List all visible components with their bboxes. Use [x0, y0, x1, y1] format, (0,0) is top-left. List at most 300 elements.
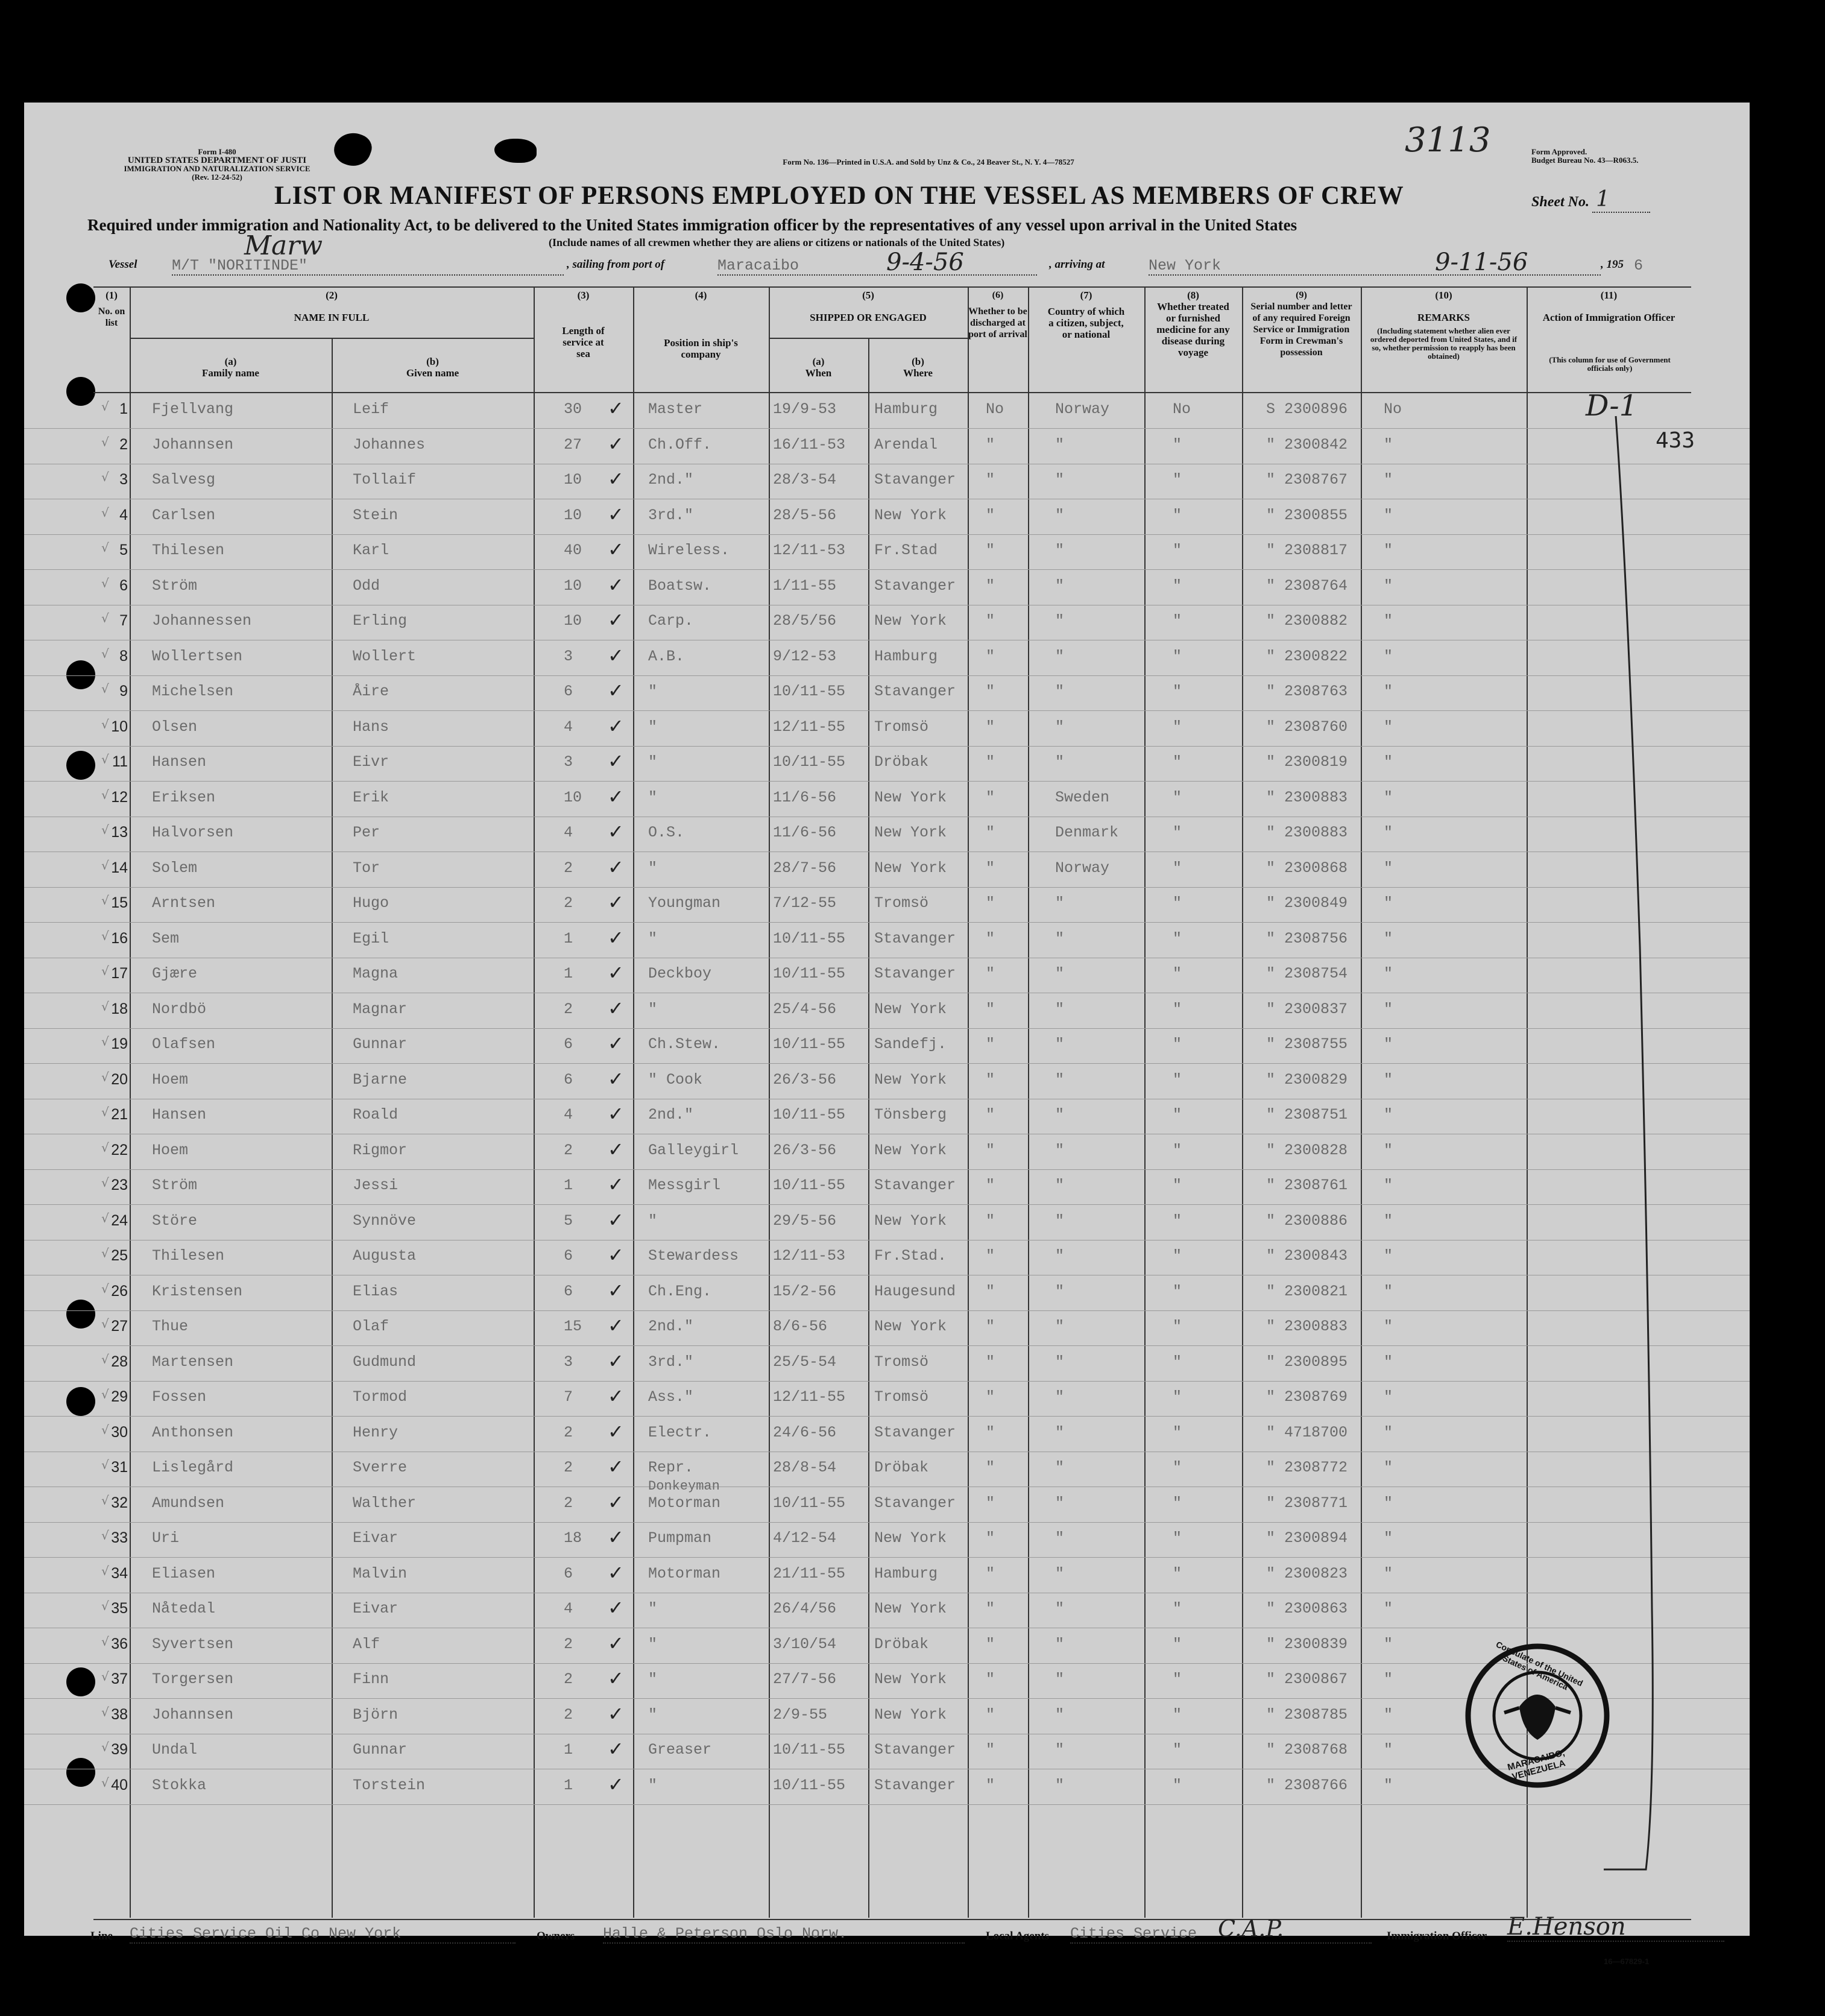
country-cell: " — [1055, 1318, 1065, 1335]
margin-check-icon: √ — [101, 1175, 109, 1190]
shipped-when-cell: 12/11-53 — [773, 1247, 846, 1265]
margin-check-icon: √ — [101, 787, 109, 802]
owners-value: Halle & Peterson Oslo Norw. — [603, 1925, 965, 1944]
sailing-label: , sailing from port of — [567, 258, 665, 271]
serial-cell: " 2300849 — [1266, 894, 1348, 912]
row-number: 24 — [111, 1212, 128, 1229]
service-check-icon: ✓ — [608, 1102, 624, 1125]
service-check-icon: ✓ — [608, 926, 624, 949]
position-annotation: Donkeyman — [648, 1478, 720, 1494]
serial-cell: " 2308772 — [1266, 1459, 1348, 1476]
given-name-cell: Jessi — [353, 1177, 399, 1194]
service: IMMIGRATION AND NATURALIZATION SERVICE — [124, 164, 310, 173]
col11-num: (11) — [1600, 289, 1618, 301]
discharged-cell: " — [986, 1423, 995, 1441]
service-check-icon: ✓ — [608, 1067, 624, 1090]
shipped-when-cell: 11/6-56 — [773, 788, 837, 806]
discharged-cell: " — [986, 1388, 995, 1406]
discharged-cell: " — [986, 1247, 995, 1265]
margin-check-icon: √ — [101, 752, 109, 766]
shipped-where-cell: Arendal — [874, 435, 938, 453]
country-cell: Norway — [1055, 859, 1110, 877]
discharged-cell: " — [986, 1670, 995, 1688]
crew-row — [24, 887, 1750, 923]
discharged-cell: " — [986, 1600, 995, 1617]
given-name-cell: Wollert — [353, 647, 417, 665]
crew-row — [24, 993, 1750, 1029]
include-note: (Include names of all crewmen whether they are aliens or citizens or nationals of the United States) — [549, 236, 1005, 248]
shipped-where-cell: New York — [874, 612, 947, 630]
country-cell: " — [1055, 1423, 1065, 1441]
row-number: 16 — [111, 929, 128, 947]
margin-check-icon: √ — [101, 964, 109, 978]
country-cell: " — [1055, 1141, 1065, 1159]
position-cell: Electr. — [648, 1423, 712, 1441]
shipped-when-cell: 10/11-55 — [773, 965, 846, 982]
remarks-cell: " — [1384, 542, 1393, 559]
margin-check-icon: √ — [101, 1210, 109, 1225]
position-cell: Galleygirl — [648, 1141, 739, 1159]
shipped-where-cell: Sandefj. — [874, 1035, 947, 1053]
country-cell: " — [1055, 1106, 1065, 1123]
shipped-where-cell: New York — [874, 1529, 947, 1547]
row-number: 10 — [111, 718, 128, 735]
seal-bottom-text: MARACAIBO, VENEZUELA — [1506, 1747, 1567, 1783]
serial-cell: " 2300867 — [1266, 1670, 1348, 1688]
country-cell: " — [1055, 647, 1065, 665]
given-name-cell: Roald — [353, 1106, 399, 1123]
given-name-cell: Eivr — [353, 753, 389, 771]
margin-check-icon: √ — [101, 928, 109, 943]
given-name-cell: Erling — [353, 612, 408, 630]
margin-check-icon: √ — [101, 1669, 109, 1684]
given-name-cell: Torstein — [353, 1776, 426, 1794]
service-years-cell: 4 — [564, 718, 573, 736]
family-name-cell: Fossen — [152, 1388, 207, 1406]
serial-cell: " 2300883 — [1266, 788, 1348, 806]
approved-text: Form Approved. — [1531, 147, 1587, 156]
col1-num: (1) — [106, 289, 118, 301]
country-cell: " — [1055, 1635, 1065, 1653]
medicine-cell: " — [1173, 1141, 1182, 1159]
sheet-number — [1531, 187, 1650, 213]
col2a-header — [130, 356, 332, 379]
discharged-cell: " — [986, 435, 995, 453]
medicine-cell: " — [1173, 577, 1182, 595]
crew-row — [24, 534, 1750, 570]
discharged-cell: " — [986, 718, 995, 736]
vessel-label: Vessel — [109, 258, 137, 271]
crew-row — [24, 429, 1750, 464]
family-name-cell: Fjellvang — [152, 400, 234, 418]
given-name-cell: Olaf — [353, 1318, 389, 1335]
row-number: 13 — [111, 824, 128, 841]
remarks-cell: " — [1384, 1670, 1393, 1688]
medicine-cell: " — [1173, 718, 1182, 736]
family-name-cell: Arntsen — [152, 894, 216, 912]
serial-cell: " 4718700 — [1266, 1423, 1348, 1441]
col3-label: Length of service at sea — [562, 325, 605, 359]
shipped-when-cell: 26/3-56 — [773, 1070, 837, 1089]
shipped-where-cell: Tromsö — [874, 894, 929, 912]
shipped-when-cell: 25/4-56 — [773, 1000, 837, 1018]
family-name-cell: Hoem — [152, 1070, 189, 1089]
shipped-where-cell: New York — [874, 1705, 947, 1724]
margin-check-icon: √ — [101, 1387, 109, 1401]
shipped-when-cell: 10/11-55 — [773, 1494, 846, 1512]
row-number: 26 — [111, 1282, 128, 1300]
service-years-cell: 3 — [564, 647, 573, 665]
service-years-cell: 6 — [564, 1070, 573, 1089]
row-number: 8 — [119, 647, 128, 665]
remarks-cell: " — [1384, 1494, 1393, 1512]
remarks-cell: No — [1384, 400, 1402, 418]
position-cell: " — [648, 859, 658, 877]
serial-cell: " 2308760 — [1266, 718, 1348, 736]
position-cell: " — [648, 753, 658, 771]
country-cell: " — [1055, 1388, 1065, 1406]
margin-check-icon: √ — [101, 611, 109, 625]
family-name-cell: Gjære — [152, 965, 198, 982]
family-name-cell: Nåtedal — [152, 1600, 216, 1617]
service-check-icon: ✓ — [608, 1772, 624, 1796]
service-check-icon: ✓ — [608, 750, 624, 773]
medicine-cell: " — [1173, 1247, 1182, 1265]
shipped-when-cell: 28/7-56 — [773, 859, 837, 877]
family-name-cell: Kristensen — [152, 1282, 243, 1300]
margin-check-icon: √ — [101, 681, 109, 696]
crew-row — [24, 1478, 1750, 1523]
service-check-icon: ✓ — [608, 1278, 624, 1302]
serial-cell: " 2300842 — [1266, 435, 1348, 453]
discharged-cell: " — [986, 965, 995, 982]
crew-row — [24, 852, 1750, 888]
discharged-cell: " — [986, 753, 995, 771]
given-name-cell: Magna — [353, 965, 399, 982]
service-check-icon: ✓ — [608, 1596, 624, 1619]
country-cell: " — [1055, 1353, 1065, 1371]
shipped-where-cell: Stavanger — [874, 1776, 956, 1794]
position-cell: " — [648, 683, 658, 700]
position-cell: Youngman — [648, 894, 721, 912]
serial-cell: " 2300894 — [1266, 1529, 1348, 1547]
shipped-where-cell: Tönsberg — [874, 1106, 947, 1123]
shipped-when-cell: 7/12-55 — [773, 894, 837, 912]
position-cell: Master — [648, 400, 703, 418]
family-name-cell: Undal — [152, 1741, 198, 1758]
country-cell: " — [1055, 718, 1065, 736]
margin-check-icon: √ — [101, 646, 109, 661]
shipped-where-cell: Haugesund — [874, 1282, 956, 1300]
agents-label: Local Agents — [986, 1930, 1050, 1942]
margin-check-icon: √ — [101, 1740, 109, 1754]
col4-label: Position in ship's company — [664, 337, 738, 360]
medicine-cell: " — [1173, 1353, 1182, 1371]
remarks-cell: " — [1384, 1070, 1393, 1089]
medicine-cell: " — [1173, 1177, 1182, 1194]
row-number: 35 — [111, 1600, 128, 1617]
crew-row — [24, 1522, 1750, 1558]
remarks-cell: " — [1384, 1282, 1393, 1300]
shipped-when-cell: 29/5-56 — [773, 1212, 837, 1230]
service-check-icon: ✓ — [608, 714, 624, 738]
line-label: Line — [90, 1930, 113, 1942]
shipped-when-cell: 10/11-55 — [773, 683, 846, 700]
margin-check-icon: √ — [101, 1351, 109, 1367]
country-cell: " — [1055, 577, 1065, 595]
shipped-when-cell: 1/11-55 — [773, 577, 837, 595]
country-cell: " — [1055, 1177, 1065, 1194]
discharged-cell: " — [986, 1776, 995, 1794]
family-name-cell: Hoem — [152, 1141, 189, 1159]
serial-cell: " 2300882 — [1266, 612, 1348, 630]
crew-row — [24, 1275, 1750, 1311]
family-name-cell: Uri — [152, 1529, 180, 1547]
country-cell: " — [1055, 1247, 1065, 1265]
serial-cell: " 2308767 — [1266, 471, 1348, 488]
medicine-cell: " — [1173, 1423, 1182, 1441]
family-name-cell: Stokka — [152, 1776, 207, 1794]
given-name-cell: Henry — [353, 1423, 399, 1441]
col2b-num: (b) — [426, 356, 439, 367]
row-number: 11 — [112, 753, 128, 770]
service-check-icon: ✓ — [608, 1032, 624, 1055]
shipped-when-cell: 10/11-55 — [773, 1776, 846, 1794]
country-cell: Sweden — [1055, 788, 1110, 806]
shipped-when-cell: 10/11-55 — [773, 1106, 846, 1123]
shipped-when-cell: 11/6-56 — [773, 824, 837, 841]
discharged-cell: " — [986, 894, 995, 912]
position-cell: Motorman — [648, 1494, 721, 1512]
position-cell: Ch.Eng. — [648, 1282, 712, 1300]
service-check-icon: ✓ — [608, 1243, 624, 1266]
shipped-where-cell: Tromsö — [874, 1353, 929, 1371]
discharged-cell: " — [986, 683, 995, 700]
col10-label: REMARKS — [1417, 312, 1470, 323]
shipped-when-cell: 26/3-56 — [773, 1141, 837, 1159]
family-name-cell: Solem — [152, 859, 198, 877]
position-cell: " — [648, 1776, 658, 1794]
row-number: 23 — [111, 1177, 128, 1193]
remarks-cell: " — [1384, 1741, 1393, 1758]
country-cell: " — [1055, 612, 1065, 630]
crew-row — [24, 570, 1750, 605]
service-check-icon: ✓ — [608, 608, 624, 631]
shipped-where-cell: Stavanger — [874, 965, 956, 982]
shipped-where-cell: Fr.Stad. — [874, 1247, 947, 1265]
discharged-cell: " — [986, 471, 995, 488]
given-name-cell: Sverre — [353, 1459, 408, 1476]
given-name-cell: Hans — [353, 718, 389, 736]
officer-signature: E.Henson — [1507, 1913, 1724, 1942]
crew-row — [24, 1417, 1750, 1452]
service-years-cell: 6 — [564, 683, 573, 700]
country-cell: " — [1055, 753, 1065, 771]
country-cell: " — [1055, 894, 1065, 912]
shipped-where-cell: Stavanger — [874, 1423, 956, 1441]
sheet-value: 1 — [1592, 187, 1650, 213]
margin-check-icon: √ — [101, 1422, 109, 1437]
col11-header — [1527, 289, 1691, 323]
family-name-cell: Thilesen — [152, 1247, 225, 1265]
country-cell: " — [1055, 1776, 1065, 1794]
family-name-cell: Amundsen — [152, 1494, 225, 1512]
col1-header — [93, 289, 130, 329]
medicine-cell: " — [1173, 1388, 1182, 1406]
remarks-cell: " — [1384, 1459, 1393, 1476]
col2b-label: Given name — [406, 367, 459, 379]
medicine-cell: " — [1173, 435, 1182, 453]
shipped-where-cell: New York — [874, 1000, 947, 1018]
col6-header — [968, 289, 1028, 340]
arriving-label: , arriving at — [1049, 258, 1105, 271]
service-years-cell: 18 — [564, 1529, 582, 1547]
country-cell: " — [1055, 506, 1065, 524]
country-cell: " — [1055, 1459, 1065, 1476]
col4-header — [633, 289, 769, 360]
margin-check-icon: √ — [101, 858, 109, 873]
serial-cell: " 2308766 — [1266, 1776, 1348, 1794]
row-number: 4 — [119, 506, 128, 523]
shipped-where-cell: New York — [874, 506, 947, 524]
shipped-where-cell: Stavanger — [874, 683, 956, 700]
service-years-cell: 10 — [564, 577, 582, 595]
remarks-cell: " — [1384, 1705, 1393, 1724]
given-name-cell: Hugo — [353, 894, 389, 912]
row-number: 1 — [119, 400, 128, 417]
margin-check-icon: √ — [101, 1034, 109, 1049]
remarks-cell: " — [1384, 612, 1393, 630]
position-cell: Carp. — [648, 612, 694, 630]
col10-note: (Including statement whether alien ever ordered deported from United States, and if so, whether permission to reapply has been obtained) — [1370, 326, 1518, 361]
given-name-cell: Finn — [353, 1670, 389, 1688]
remarks-cell: " — [1384, 824, 1393, 841]
col8-header — [1144, 289, 1242, 358]
medicine-cell: " — [1173, 788, 1182, 806]
country-cell: " — [1055, 1600, 1065, 1617]
medicine-cell: " — [1173, 542, 1182, 559]
given-name-cell: Erik — [353, 788, 389, 806]
family-name-cell: Carlsen — [152, 506, 216, 524]
given-name-cell: Åire — [353, 683, 389, 700]
given-name-cell: Synnöve — [353, 1212, 417, 1230]
position-cell: A.B. — [648, 647, 685, 665]
shipped-where-cell: New York — [874, 1670, 947, 1688]
discharged-cell: " — [986, 647, 995, 665]
service-check-icon: ✓ — [608, 538, 624, 561]
margin-check-icon: √ — [101, 893, 109, 908]
shipped-when-cell: 9/12-53 — [773, 647, 837, 665]
serial-cell: S 2300896 — [1266, 400, 1348, 418]
remarks-cell: " — [1384, 1600, 1393, 1617]
margin-check-icon: √ — [101, 716, 109, 732]
agents-value: Cities Service — [1070, 1925, 1372, 1944]
discharged-cell: " — [986, 1494, 995, 1512]
shipped-when-cell: 26/4/56 — [773, 1600, 837, 1617]
margin-check-icon: √ — [101, 470, 109, 484]
service-check-icon: ✓ — [608, 1420, 624, 1443]
family-name-cell: Lislegård — [152, 1459, 234, 1476]
service-years-cell: 2 — [564, 859, 573, 877]
sheet-label: Sheet No. — [1531, 194, 1589, 210]
serial-cell: " 2300895 — [1266, 1353, 1348, 1371]
shipped-where-cell: Dröbak — [874, 1459, 929, 1476]
col6-num: (6) — [992, 290, 1004, 300]
service-check-icon: ✓ — [608, 573, 624, 596]
medicine-cell: " — [1173, 1106, 1182, 1123]
crew-row — [24, 1240, 1750, 1275]
col10-num: (10) — [1435, 289, 1452, 301]
shipped-when-cell: 27/7-56 — [773, 1670, 837, 1688]
country-cell: " — [1055, 1705, 1065, 1724]
family-name-cell: Thilesen — [152, 542, 225, 559]
service-years-cell: 2 — [564, 1705, 573, 1724]
country-cell: " — [1055, 1494, 1065, 1512]
serial-cell: " 2300823 — [1266, 1564, 1348, 1582]
crew-row — [24, 1134, 1750, 1170]
serial-cell: " 2300883 — [1266, 824, 1348, 841]
service-years-cell: 10 — [564, 506, 582, 524]
medicine-cell: " — [1173, 1318, 1182, 1335]
service-check-icon: ✓ — [608, 1561, 624, 1584]
remarks-cell: " — [1384, 1635, 1393, 1653]
remarks-cell: " — [1384, 1423, 1393, 1441]
col11-label: Action of Immigration Officer — [1542, 312, 1675, 323]
margin-check-icon: √ — [101, 1140, 109, 1155]
remarks-cell: " — [1384, 894, 1393, 912]
serial-cell: " 2308763 — [1266, 683, 1348, 700]
given-name-cell: Karl — [353, 542, 389, 559]
shipped-where-cell: New York — [874, 1318, 947, 1335]
discharged-cell: " — [986, 1635, 995, 1653]
medicine-cell: " — [1173, 1776, 1182, 1794]
discharged-cell: " — [986, 1741, 995, 1758]
discharged-cell: " — [986, 577, 995, 595]
remarks-cell: " — [1384, 1529, 1393, 1547]
remarks-cell: " — [1384, 1564, 1393, 1582]
shipped-when-cell: 10/11-55 — [773, 929, 846, 947]
crew-row — [24, 1346, 1750, 1382]
service-years-cell: 2 — [564, 1494, 573, 1512]
remarks-cell: " — [1384, 647, 1393, 665]
remarks-cell: " — [1384, 859, 1393, 877]
col2-label: NAME IN FULL — [294, 312, 370, 323]
service-years-cell: 1 — [564, 1741, 573, 1758]
country-cell: " — [1055, 1212, 1065, 1230]
given-name-cell: Gunnar — [353, 1741, 408, 1758]
family-name-cell: Torgersen — [152, 1670, 234, 1688]
consulate-seal — [1462, 1640, 1613, 1791]
shipped-where-cell: New York — [874, 788, 947, 806]
col9-header — [1242, 289, 1361, 358]
printer-line: Form No. 136—Printed in U.S.A. and Sold by Unz & Co., 24 Beaver St., N. Y. 4—78527 — [783, 157, 1074, 166]
country-cell: " — [1055, 1282, 1065, 1300]
margin-check-icon: √ — [101, 823, 109, 837]
col9-label: Serial number and letter of any required Foreign Service or Immigration Form in Crewman's possession — [1250, 302, 1352, 358]
serial-cell: " 2308754 — [1266, 965, 1348, 982]
given-name-cell: Björn — [353, 1705, 399, 1724]
row-number: 15 — [111, 894, 128, 911]
remarks-cell: " — [1384, 1388, 1393, 1406]
position-cell: O.S. — [648, 824, 685, 841]
line-value: Cities Service Oil Co New York — [130, 1925, 515, 1944]
col7-header — [1028, 289, 1144, 340]
serial-cell: " 2300843 — [1266, 1247, 1348, 1265]
serial-cell: " 2308771 — [1266, 1494, 1348, 1512]
remarks-cell: " — [1384, 1212, 1393, 1230]
shipped-when-cell: 16/11-53 — [773, 435, 846, 453]
service-check-icon: ✓ — [608, 1631, 624, 1655]
